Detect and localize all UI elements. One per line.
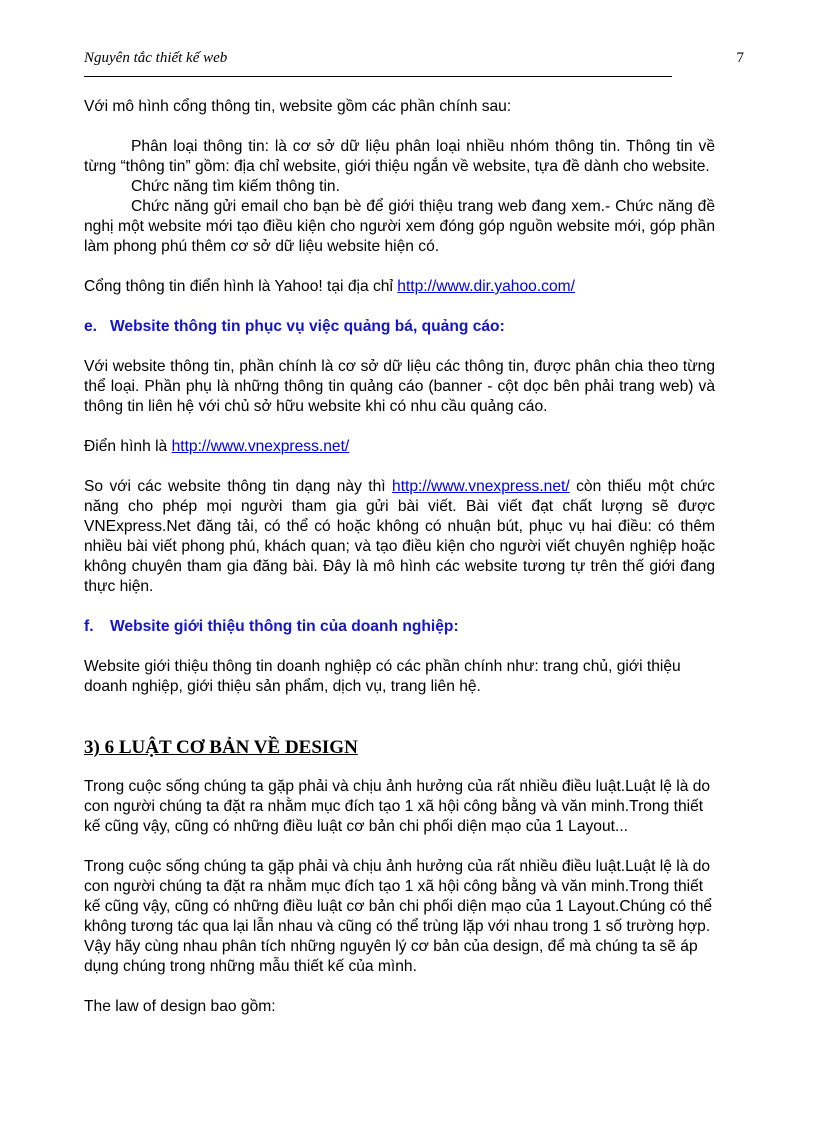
ads-paragraph: Với website thông tin, phần chính là cơ sở dữ liệu các thông tin, được phân chia theo từng thể loại. Phần phụ là những thông tin quảng cáo (banner - cột dọc bên phải trang web) và thông tin liên hệ với chủ sở hữu website khi có nhu cầu quảng cáo.: [84, 358, 715, 415]
design-paragraph-3: Vậy hãy cùng nhau phân tích những nguyên lý cơ bản của design, để mà chúng ta sẽ áp dụng chúng trong những mẫu thiết kế của mình.: [84, 938, 698, 975]
page-body: [84, 97, 715, 1017]
portal-item-email: Chức năng gửi email cho bạn bè để giới thiệu trang web đang xem.- Chức năng đề nghị một website mới tạo điều kiện cho người xem đóng góp nguồn website mới, góp phần làm phong phú thêm cơ sở dữ liệu website hiện có.: [84, 198, 715, 255]
portal-example: [84, 277, 715, 297]
heading-e-text: Website thông tin phục vụ việc quảng bá, quảng cáo:: [110, 318, 505, 335]
heading-f-text: Website giới thiệu thông tin của doanh nghiệp:: [110, 618, 459, 635]
compare-suffix: còn thiếu một chức năng cho phép mọi người tham gia gửi bài viết. Bài viết đạt chất lượng sẽ được VNExpress.Net đăng tải, có thể có hoặc không có nhuận bút, phục vụ hai điều: có thêm nhiều bài viết phong phú, khách quan; và tạo điều kiện cho người viết chuyên nghiệp hoặc không chuyên tham gia đăng bài. Đây là mô hình các website tương tự trên thế giới đang thực hiện.: [84, 478, 715, 595]
compare-prefix: So với các website thông tin dạng này thì: [84, 478, 393, 495]
page-number: 7: [736, 50, 744, 66]
business-paragraph: Website giới thiệu thông tin doanh nghiệp có các phần chính như: trang chủ, giới thiệu doanh nghiệp, giới thiệu sản phẩm, dịch vụ, trang liên hệ.: [84, 658, 681, 695]
heading-e-label: e.: [84, 318, 98, 335]
vnexpress-link-inline[interactable]: http://www.vnexpress.net/: [392, 478, 570, 495]
law-intro: The law of design bao gồm:: [84, 998, 276, 1015]
yahoo-link[interactable]: http://www.dir.yahoo.com/: [397, 278, 575, 295]
vnexpress-link[interactable]: http://www.vnexpress.net/: [171, 438, 350, 455]
header-divider: [84, 76, 672, 77]
design-paragraph-1: Trong cuộc sống chúng ta gặp phải và chịu ảnh hưởng của rất nhiều điều luật.Luật lệ là do con người chúng ta đặt ra nhằm mục đích tạo 1 xã hội công bằng và văn minh.Trong thiết kế cũng vậy, cũng có những điều luật cơ bản chi phối diện mạo của 1 Layout...: [84, 778, 711, 835]
compare-paragraph: [84, 477, 715, 597]
header-title: Nguyên tắc thiết kế web: [84, 50, 228, 66]
portal-example-text: Cổng thông tin điển hình là Yahoo! tại địa chỉ: [84, 278, 398, 295]
heading-f-label: f.: [84, 618, 94, 635]
page-header: [84, 50, 744, 74]
portal-item-classification: Phân loại thông tin: là cơ sở dữ liệu phân loại nhiều nhóm thông tin. Thông tin về từng “thông tin” gồm: địa chỉ website, giới thiệu ngắn về website, tựa đề dành cho website.: [84, 138, 715, 175]
portal-item-search: Chức năng tìm kiếm thông tin.: [131, 178, 340, 195]
design-paragraph-2: Trong cuộc sống chúng ta gặp phải và chịu ảnh hưởng của rất nhiều điều luật.Luật lệ là do con người chúng ta đặt ra nhằm mục đích tạo 1 xã hội công bằng và văn minh.Trong thiết kế cũng vậy, cũng có những điều luật cơ bản chi phối diện mạo của 1 Layout.Chúng có thể không tương tác qua lại lẫn nhau và cũng có thể trùng lặp với nhau trong 1 số trường hợp.: [84, 858, 713, 935]
heading-e: [84, 317, 715, 337]
ads-example-text: Điển hình là: [84, 438, 172, 455]
portal-intro: Với mô hình cổng thông tin, website gồm các phần chính sau:: [84, 98, 512, 115]
section-title: 3) 6 LUẬT CƠ BẢN VỀ DESIGN: [84, 737, 358, 758]
heading-f: [84, 617, 715, 637]
ads-example: [84, 437, 715, 457]
